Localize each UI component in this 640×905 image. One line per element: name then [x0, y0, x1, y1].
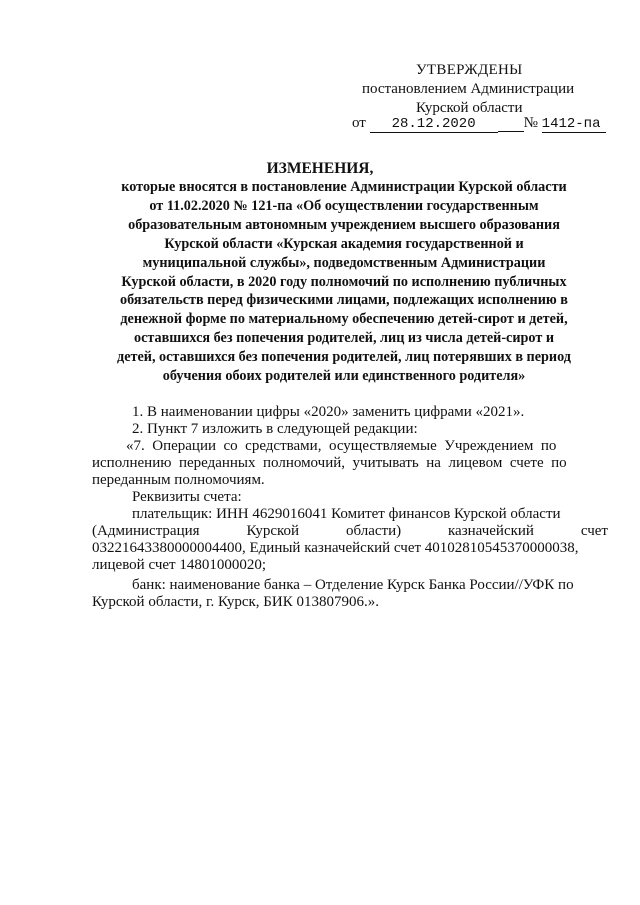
- heading-line: Курской области, в 2020 году полномочий по исполнению публичных: [121, 273, 567, 290]
- heading-line: от 11.02.2020 № 121-па «Об осуществлении государственным: [149, 197, 539, 214]
- document-title: ИЗМЕНЕНИЯ,: [266, 160, 374, 177]
- heading-line: детей, оставшихся без попечения родителей, лиц потерявших в период: [117, 349, 571, 366]
- approval-date: 28.12.2020: [370, 117, 498, 133]
- payer-word: счет: [580, 523, 608, 539]
- quote-line-3: переданным полномочиям.: [92, 472, 265, 488]
- item-2: 2. Пункт 7 изложить в следующей редакции:: [132, 421, 418, 437]
- item-1: 1. В наименовании цифры «2020» заменить цифрами «2021».: [132, 404, 525, 420]
- approval-number: 1412-па: [542, 117, 606, 133]
- document-heading: [96, 178, 592, 386]
- quote-line-2: исполнению переданных полномочий, учитывать на лицевом счете по: [92, 455, 567, 471]
- payer-word: Курской: [246, 523, 300, 539]
- bank-line-1: банк: наименование банка – Отделение Курск Банка России//УФК по: [132, 577, 574, 593]
- heading-line: обязательств перед физическими лицами, подлежащих исполнению в: [120, 292, 568, 309]
- approval-line-1: постановлением Администрации: [362, 81, 575, 97]
- payer-word: казначейский: [448, 523, 534, 539]
- approval-date-prefix: от: [352, 115, 366, 131]
- heading-line: денежной форме по материальному обеспечению детей-сирот и детей,: [120, 311, 568, 328]
- heading-line: Курской области «Курская академия государственной и: [164, 235, 524, 252]
- quote-line-1: «7. Операции со средствами, осуществляемые Учреждением по: [126, 438, 557, 454]
- payer-line-3: 03221643380000004400, Единый казначейский счет 40102810545370000038,: [92, 540, 579, 556]
- bank-line-2: Курской области, г. Курск, БИК 013807906.».: [92, 594, 379, 610]
- heading-line: обучения обоих родителей или единственного родителя»: [162, 368, 526, 385]
- heading-line: образовательным автономным учреждением высшего образования: [128, 216, 560, 233]
- heading-line: муниципальной службы», подведомственным Администрации: [142, 254, 546, 271]
- heading-line: оставшихся без попечения родителей, лиц из числа детей-сирот и: [133, 330, 555, 347]
- payer-word: (Администрация: [92, 523, 200, 539]
- approval-number-prefix: №: [523, 115, 538, 131]
- requisites-label: Реквизиты счета:: [132, 489, 242, 505]
- payer-word: области): [345, 523, 402, 539]
- approval-date-line: [352, 115, 606, 133]
- payer-line-4: лицевой счет 14801000020;: [92, 557, 266, 573]
- heading-line: которые вносятся в постановление Администрации Курской области: [121, 179, 567, 195]
- payer-line-2: [92, 523, 608, 540]
- approval-underline-gap: [498, 116, 524, 132]
- payer-line-1: плательщик: ИНН 4629016041 Комитет финансов Курской области: [132, 506, 561, 522]
- approval-line-2: Курской области: [416, 100, 523, 116]
- approval-title: УТВЕРЖДЕНЫ: [416, 62, 523, 78]
